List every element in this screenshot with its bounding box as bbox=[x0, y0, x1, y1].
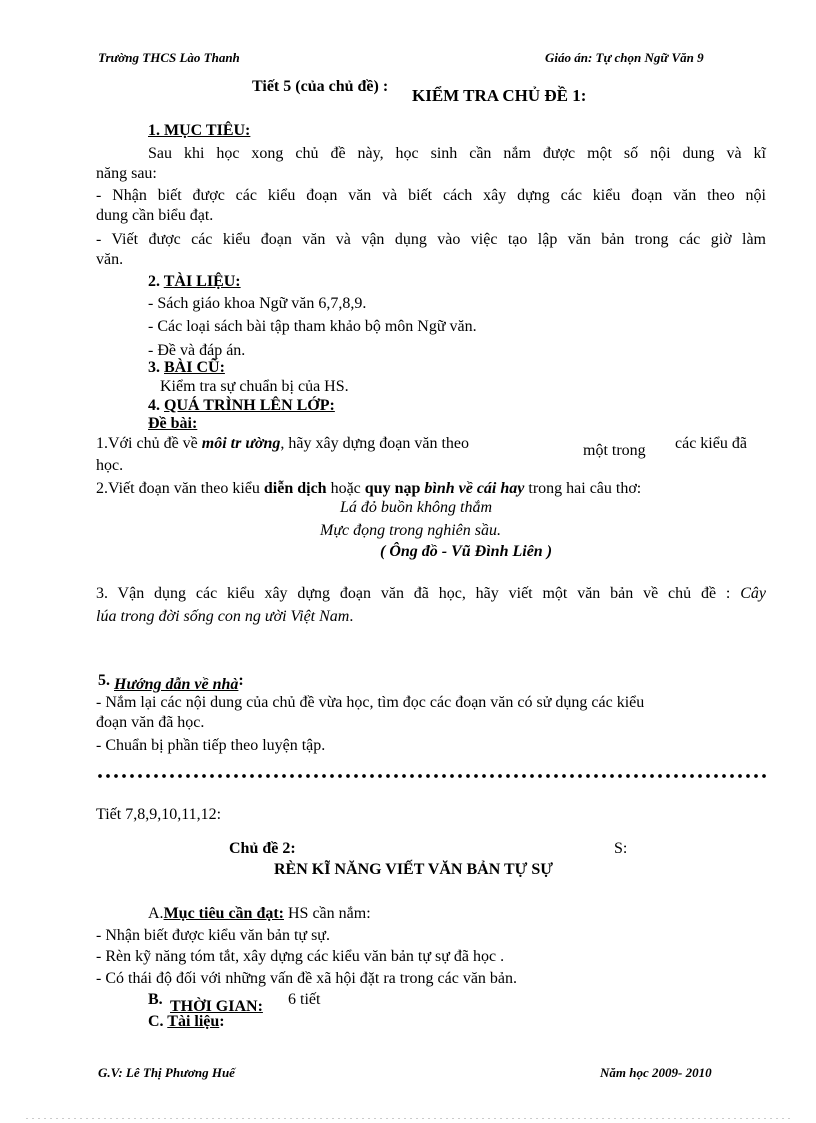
section-4-heading bbox=[148, 396, 335, 415]
topic-2-label: Chủ đề 2: bbox=[229, 840, 296, 857]
question-2-deductive: diễn dịch bbox=[263, 480, 327, 497]
question-2-text: 2.Viết đoạn văn theo kiểu bbox=[96, 480, 264, 497]
section-2-heading-text: TÀI LIỆU: bbox=[163, 273, 241, 290]
section-2-number: 2. bbox=[148, 273, 164, 290]
objective-1-cont: dung cần biểu đạt. bbox=[96, 207, 214, 224]
header-school: Trường THCS Lào Thanh bbox=[98, 50, 240, 65]
part2-c-prefix: C. bbox=[148, 1013, 168, 1030]
question-3-topic-cont: lúa trong đời sống con ng ười Việt Nam bbox=[96, 608, 350, 625]
material-item: - Sách giáo khoa Ngữ văn 6,7,8,9. bbox=[148, 295, 367, 312]
old-lesson-check: Kiểm tra sự chuẩn bị của HS. bbox=[160, 378, 349, 395]
question-3-cont bbox=[96, 607, 353, 626]
question-1-cont: học. bbox=[96, 457, 124, 474]
material-item: - Đề và đáp án. bbox=[148, 342, 246, 359]
material-item: - Các loại sách bài tập tham khảo bộ môn Ngữ văn. bbox=[148, 318, 477, 335]
question-2-inductive: quy nạp bbox=[364, 480, 421, 497]
section-5-heading-text: Hướng dẫn về nhà bbox=[114, 676, 239, 693]
section-1-intro: Sau khi học xong chủ đề này, học sinh cần nắm được một số nội dung và kĩ bbox=[148, 145, 766, 162]
poem-line-1: Lá đỏ buồn không thắm bbox=[340, 499, 492, 516]
lesson-title: KIỂM TRA CHỦ ĐỀ 1: bbox=[412, 86, 587, 105]
topic-2-s-label: S: bbox=[614, 840, 628, 857]
section-5-heading bbox=[98, 671, 244, 693]
section-3-number: 3. bbox=[148, 359, 164, 376]
part2-c-heading bbox=[148, 1012, 225, 1031]
poem-line-2: Mực đọng trong nghiên sầu. bbox=[320, 522, 502, 539]
section-1-heading bbox=[148, 121, 250, 140]
topic-2-title: RÈN KĨ NĂNG VIẾT VĂN BẢN TỰ SỰ bbox=[274, 861, 554, 878]
part2-goal: - Có thái độ đối với những vấn đề xã hội đặt ra trong các văn bản. bbox=[96, 970, 518, 987]
question-1-text-mid: , hãy xây dựng đoạn văn theo bbox=[280, 435, 470, 452]
periods-label: Tiết 7,8,9,10,11,12: bbox=[96, 806, 222, 823]
section-2-heading bbox=[148, 272, 241, 291]
section-1-intro-cont: năng sau: bbox=[96, 165, 157, 182]
footer-teacher: G.V: Lê Thị Phương Huế bbox=[98, 1065, 235, 1080]
section-divider bbox=[96, 773, 766, 779]
question-2-or: hoặc bbox=[326, 480, 365, 497]
objective-2: - Viết được các kiểu đoạn văn và vận dụng vào việc tạo lập văn bản trong các giờ làm bbox=[96, 231, 766, 248]
section-3-heading-text: BÀI CŨ: bbox=[164, 359, 225, 376]
section-3-heading bbox=[148, 358, 225, 377]
part2-a-rest: HS cần nắm: bbox=[284, 905, 371, 922]
question-3-topic: Cây bbox=[740, 585, 766, 602]
lesson-title-prefix: Tiết 5 (của chủ đề) : bbox=[252, 78, 389, 95]
question-1-text: 1.Với chủ đề về bbox=[96, 435, 202, 452]
objective-1: - Nhận biết được các kiểu đoạn văn và biết cách xây dựng các kiểu đoạn văn theo nội bbox=[96, 187, 766, 204]
part2-a-heading-text: Mục tiêu cần đạt: bbox=[163, 905, 284, 922]
question-1-end: các kiểu đã bbox=[675, 435, 747, 452]
homework-1-cont: đoạn văn đã học. bbox=[96, 714, 205, 731]
question-3-end: . bbox=[349, 608, 354, 625]
part2-b-heading: THỜI GIAN: bbox=[170, 998, 263, 1015]
question-1-topic: môi tr ường bbox=[201, 435, 281, 452]
part2-goal: - Nhận biết được kiểu văn bản tự sự. bbox=[96, 927, 330, 944]
header-subject: Giáo án: Tự chọn Ngữ Văn 9 bbox=[545, 50, 704, 65]
section-4-heading-text: QUÁ TRÌNH LÊN LỚP: bbox=[164, 397, 335, 414]
page-edge bbox=[24, 1118, 794, 1119]
question-3 bbox=[96, 584, 766, 603]
homework-1: - Nắm lại các nội dung của chủ đề vừa học, tìm đọc các đoạn văn có sử dụng các kiểu bbox=[96, 694, 645, 711]
poem-source: ( Ông đồ - Vũ Đình Liên ) bbox=[380, 543, 553, 560]
part2-goal: - Rèn kỹ năng tóm tắt, xây dựng các kiểu văn bản tự sự đã học . bbox=[96, 948, 505, 965]
footer-school-year: Năm học 2009- 2010 bbox=[600, 1065, 712, 1080]
part2-c-colon: : bbox=[219, 1013, 225, 1030]
question-3-text: 3. Vận dụng các kiểu xây dựng đoạn văn đã học, hãy viết một văn bản về chủ đề : bbox=[96, 585, 741, 602]
section-4-number: 4. bbox=[148, 397, 164, 414]
question-2-end: trong hai câu thơ: bbox=[524, 480, 642, 497]
part2-c-heading-text: Tài liệu bbox=[167, 1013, 220, 1030]
question-2-appreciate: bình về cái hay bbox=[420, 480, 525, 497]
question-2 bbox=[96, 479, 641, 498]
question-1-float: một trong bbox=[583, 442, 646, 459]
part2-b-prefix: B. bbox=[148, 991, 163, 1008]
question-1 bbox=[96, 434, 469, 453]
part2-a-heading bbox=[148, 904, 371, 923]
part2-a-prefix: A. bbox=[148, 905, 164, 922]
objective-2-cont: văn. bbox=[96, 251, 124, 268]
section-1-heading-text: 1. MỤC TIÊU: bbox=[148, 122, 251, 139]
part2-b-value: 6 tiết bbox=[288, 991, 321, 1008]
section-5-colon: : bbox=[238, 672, 244, 689]
exam-label: Đề bài: bbox=[148, 415, 198, 432]
section-5-number: 5. bbox=[98, 672, 114, 689]
homework-2: - Chuẩn bị phần tiếp theo luyện tập. bbox=[96, 737, 326, 754]
